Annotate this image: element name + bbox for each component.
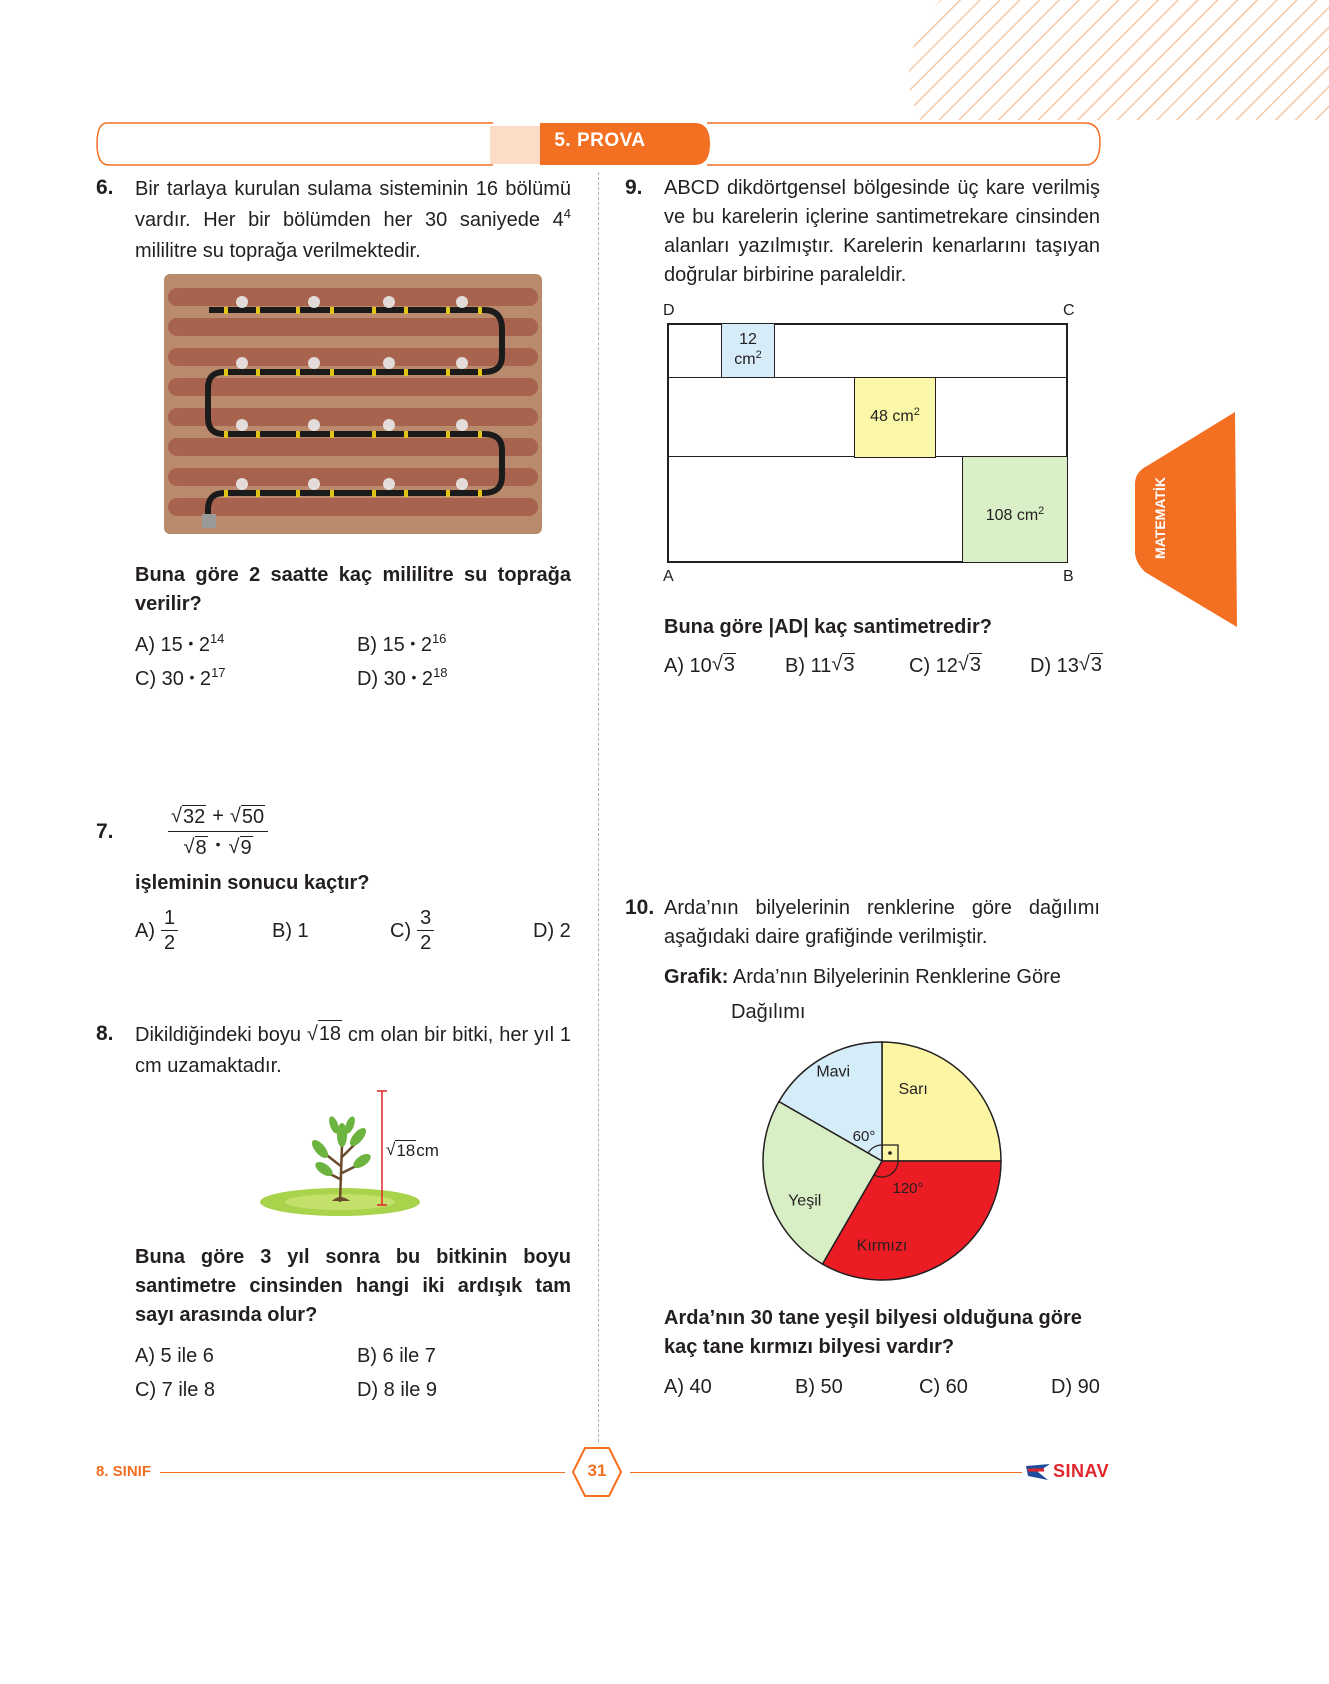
right-angle-dot — [888, 1151, 892, 1155]
prova-title: 5. PROVA — [554, 130, 646, 151]
q6-text: Bir tarlaya kurulan sulama sisteminin 16 bölümü vardır. Her bir bölümden her 30 saniyede $4^4$ mililitre su toprağa verilmektedir. — [135, 178, 571, 262]
column-divider — [598, 172, 599, 1442]
q6-option-d[interactable]: D) 30 • $2^{18}$ — [357, 665, 448, 690]
corner-b: B — [1063, 568, 1074, 585]
q7-question: işleminin sonucu kaçtır? — [135, 872, 370, 894]
q9-text: ABCD dikdörtgensel bölgesinde üç kare verilmiş ve bu karelerin içlerine santimetrekare cinsinden alanları yazılmıştır. Karelerin kenarlarını taşıyan doğrular birbirine paraleldir. — [664, 177, 1100, 286]
pie-slice-0 — [882, 1042, 1001, 1161]
pie-label-2: Yeşil — [788, 1192, 822, 1210]
q7-numerator: √ 32 + √ 50 — [168, 805, 268, 832]
q7-option-a[interactable]: A) $\frac{1}{2}$ — [135, 906, 178, 955]
q10-option-c[interactable]: C) 60 — [919, 1376, 968, 1398]
corner-c: C — [1063, 302, 1075, 319]
q9-option-c[interactable]: C) 12 √ 3 — [909, 653, 982, 677]
q6-option-a[interactable]: A) 15 • $2^{14}$ — [135, 631, 225, 656]
q7-number: 7. — [96, 820, 114, 843]
footer-grade: 8. SINIF — [96, 1463, 152, 1480]
pie-chart — [757, 1036, 1007, 1286]
square-12: 12 $cm^2$ — [721, 323, 775, 378]
q8-option-d[interactable]: D) 8 ile 9 — [357, 1379, 438, 1401]
pie-label-0: Sarı — [898, 1081, 928, 1099]
square-48: 48 $cm^2$ — [854, 377, 936, 458]
corner-hatch-decoration — [880, 0, 1329, 120]
graph-title-line-2: Dağılımı — [731, 1001, 806, 1023]
q8-number: 8. — [96, 1022, 114, 1045]
q10-option-b[interactable]: B) 50 — [795, 1376, 843, 1398]
footer-brand: SINAV — [1053, 1461, 1110, 1481]
q6-question: Buna göre 2 saatte kaç mililitre su toprağa verilir? — [135, 564, 571, 615]
q7-option-b[interactable]: B) 1 — [272, 920, 309, 942]
pie-label-3: Mavi — [816, 1063, 851, 1081]
q6-option-c[interactable]: C) 30 • $2^{17}$ — [135, 665, 226, 690]
footer-line-left — [160, 1472, 565, 1473]
corner-d: D — [663, 302, 675, 319]
q10-option-a[interactable]: A) 40 — [664, 1376, 712, 1398]
side-tab-label: MATEMATİK — [1152, 477, 1168, 559]
q9-question: Buna göre |AD| kaç santimetredir? — [664, 616, 992, 638]
page-number: 31 — [587, 1461, 607, 1480]
q8-option-b[interactable]: B) 6 ile 7 — [357, 1345, 436, 1367]
irrigation-field-image — [164, 274, 542, 534]
q10-number: 10. — [625, 896, 655, 919]
q8-option-a[interactable]: A) 5 ile 6 — [135, 1345, 214, 1367]
graph-title-line-1: Grafik: Arda’nın Bilyelerinin Renklerine Göre — [664, 966, 1061, 988]
angle-label-0: 60° — [852, 1128, 876, 1145]
q10-question: Arda’nın 30 tane yeşil bilyesi olduğuna göre kaç tane kırmızı bilyesi vardır? — [664, 1307, 1082, 1358]
q7-option-d[interactable]: D) 2 — [533, 920, 571, 942]
q9-option-a[interactable]: A) 10 √ 3 — [664, 653, 735, 677]
q10-text: Arda’nın bilyelerinin renklerine göre dağılımı aşağıdaki daire grafiğinde verilmiştir. — [664, 897, 1100, 948]
q7-denominator: √ 8 • √ 9 — [183, 836, 252, 859]
q7-expression — [168, 805, 268, 859]
q10-option-d[interactable]: D) 90 — [1051, 1376, 1100, 1398]
q8-question: Buna göre 3 yıl sonra bu bitkinin boyu santimetre cinsinden hangi iki ardışık tam sayı arasında olur? — [135, 1246, 571, 1326]
q9-number: 9. — [625, 176, 643, 199]
brand-logo-icon — [1024, 1462, 1052, 1482]
footer-line-right — [630, 1472, 1022, 1473]
pie-label-1: Kırmızı — [856, 1237, 908, 1255]
square-108: 108 $cm^2$ — [962, 456, 1068, 563]
corner-a: A — [663, 568, 674, 585]
q6-number: 6. — [96, 176, 114, 199]
q8-text: Dikildiğindeki boyu √ 18 cm olan bir bitki, her yıl 1 cm uzamaktadır. — [135, 1020, 571, 1082]
q7-option-c[interactable]: C) $\frac{3}{2}$ — [390, 906, 434, 955]
q9-option-b[interactable]: B) 11 √ 3 — [785, 653, 855, 677]
q9-option-d[interactable]: D) 13 √ 3 — [1030, 653, 1103, 677]
q6-option-b[interactable]: B) 15 • $2^{16}$ — [357, 631, 447, 656]
angle-label-1: 120° — [892, 1180, 924, 1197]
plant-height-label: √ 18 cm — [386, 1140, 439, 1160]
q8-option-c[interactable]: C) 7 ile 8 — [135, 1379, 216, 1401]
